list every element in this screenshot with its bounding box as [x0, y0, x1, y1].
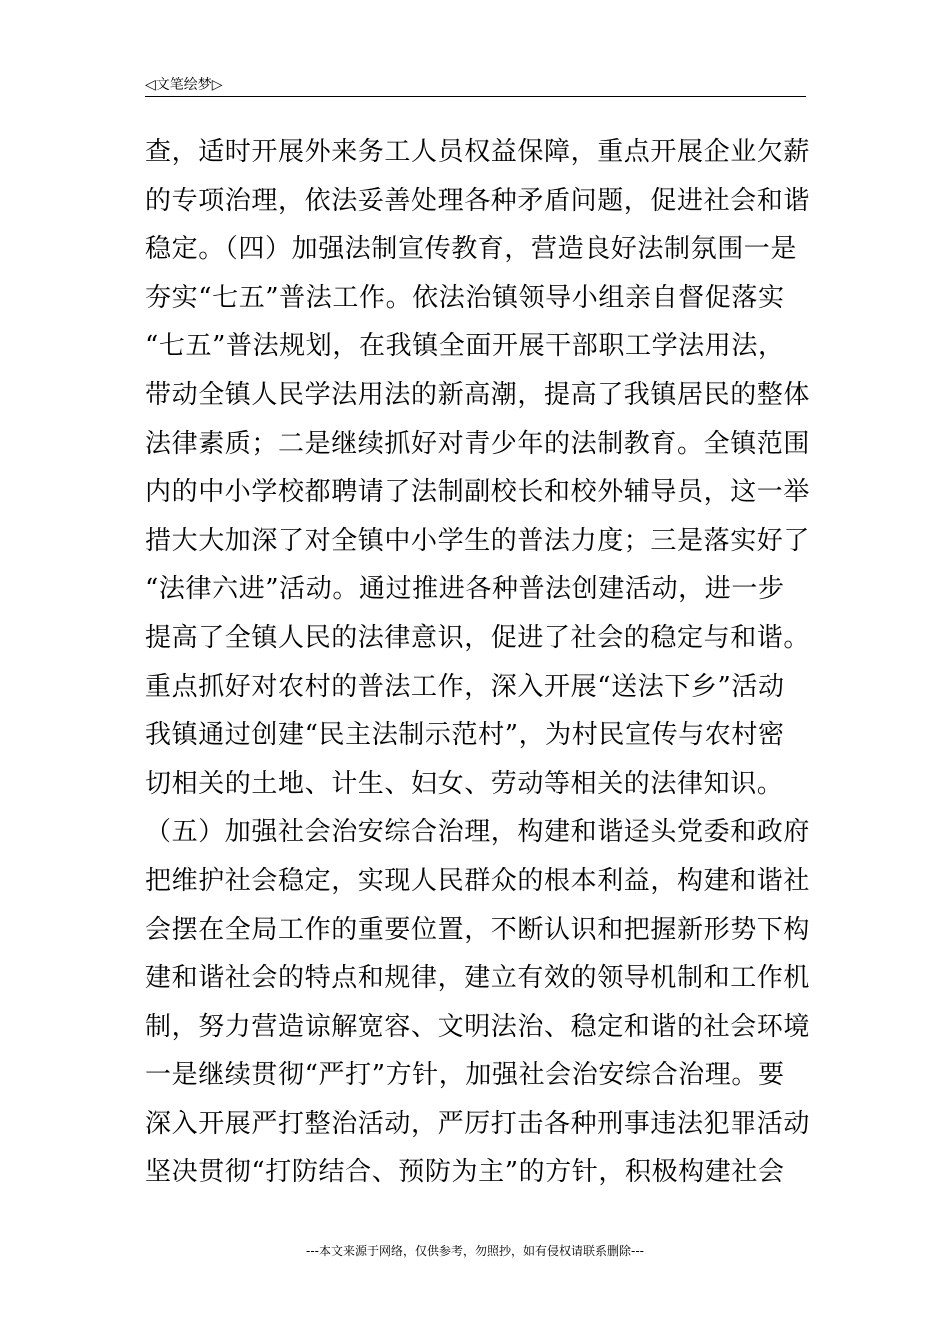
page-footer: ---本文来源于网络，仅供参考，勿照抄，如有侵权请联系删除--- [306, 1244, 644, 1258]
body-line: 切相关的土地、计生、妇女、劳动等相关的法律知识。 [145, 768, 784, 799]
body-line: （五）加强社会治安综合治理，构建和谐迳头党委和政府 [145, 817, 811, 848]
body-line: 的专项治理，依法妥善处理各种矛盾问题，促进社会和谐 [145, 185, 811, 216]
body-line: 会摆在全局工作的重要位置，不断认识和把握新形势下构 [145, 914, 811, 945]
body-line: 制，努力营造谅解宽容、文明法治、稳定和谐的社会环境 [145, 1011, 811, 1042]
body-line: 夯实“七五”普法工作。依法治镇领导小组亲自督促落实 [145, 282, 785, 313]
document-body [145, 128, 810, 1197]
body-line: 一是继续贯彻“严打”方针，加强社会治安综合治理。要 [145, 1060, 785, 1091]
body-line: 深入开展严打整治活动，严厉打击各种刑事违法犯罪活动 [145, 1108, 811, 1139]
body-line: “法律六进”活动。通过推进各种普法创建活动，进一步 [145, 574, 785, 605]
body-line: 查，适时开展外来务工人员权益保障，重点开展企业欠薪 [145, 137, 811, 167]
body-line: 坚决贯彻“打防结合、预防为主”的方针，积极构建社会 [145, 1157, 785, 1188]
header-divider [145, 96, 806, 97]
body-line: 内的中小学校都聘请了法制副校长和校外辅导员，这一举 [145, 477, 811, 508]
body-line: 措大大加深了对全镇中小学生的普法力度；三是落实好了 [145, 525, 811, 556]
page-header: ◁文笔绘梦▷ [145, 77, 223, 93]
body-line: 稳定。（四）加强法制宣传教育，营造良好法制氛围一是 [145, 234, 798, 265]
body-line: 提高了全镇人民的法律意识，促进了社会的稳定与和谐。 [145, 622, 811, 653]
body-line: 带动全镇人民学法用法的新高潮，提高了我镇居民的整体 [145, 379, 811, 410]
body-line: “七五”普法规划，在我镇全面开展干部职工学法用法， [145, 331, 785, 362]
body-line: 建和谐社会的特点和规律，建立有效的领导机制和工作机 [145, 963, 811, 994]
body-line: 重点抓好对农村的普法工作，深入开展“送法下乡”活动 [145, 671, 785, 702]
body-line: 把维护社会稳定，实现人民群众的根本利益，构建和谐社 [145, 865, 811, 896]
body-line: 法律素质；二是继续抓好对青少年的法制教育。全镇范围 [145, 428, 811, 459]
body-line: 我镇通过创建“民主法制示范村”，为村民宣传与农村密 [145, 720, 785, 751]
